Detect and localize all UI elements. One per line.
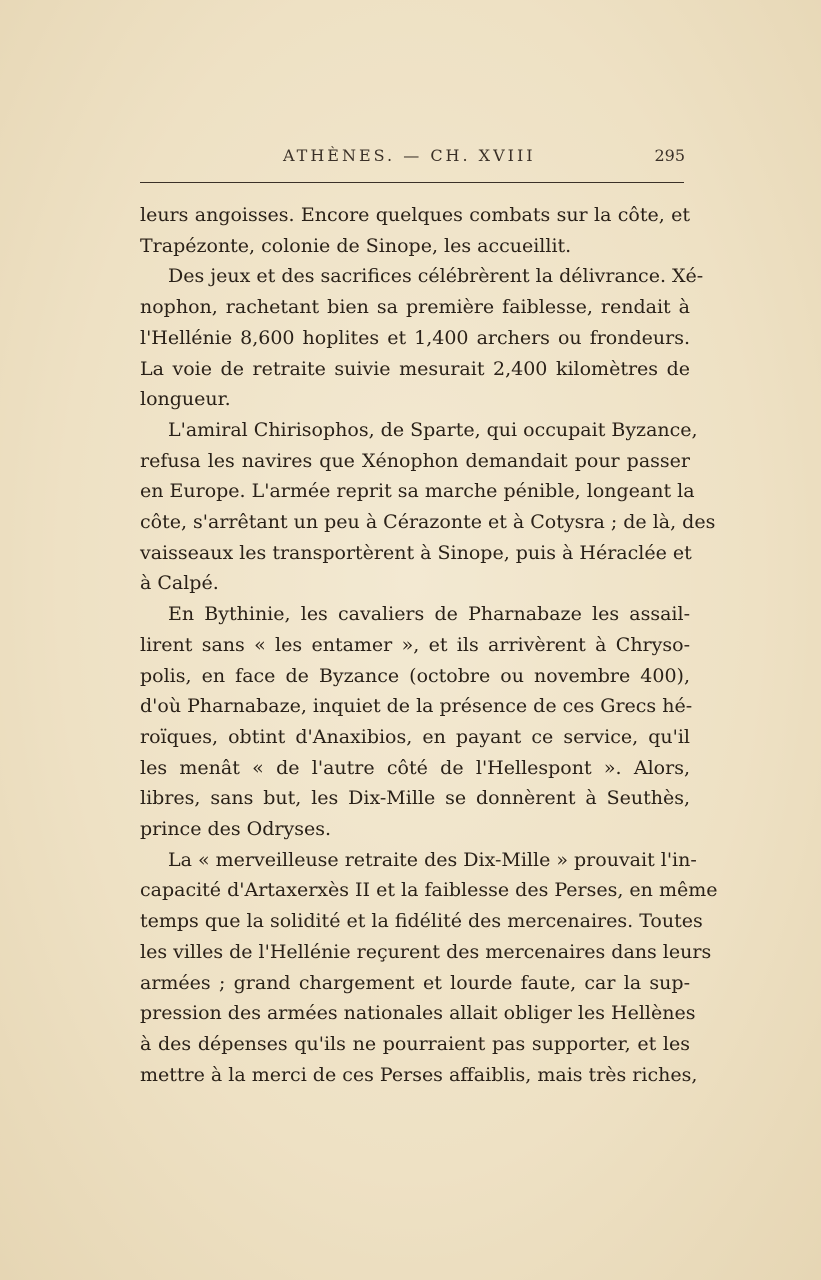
text-line: armées ; grand chargement et lourde faute, car la sup- <box>140 971 690 994</box>
text-line: longueur. <box>140 388 231 411</box>
text-line: refusa les navires que Xénophon demandait pour passer <box>140 449 690 472</box>
text-line: En Bythinie, les cavaliers de Pharnabaze les assail- <box>168 603 690 626</box>
text-line: Trapézonte, colonie de Sinope, les accueillit. <box>140 234 572 257</box>
text-line: mettre à la merci de ces Perses affaiblis, mais très riches, <box>140 1063 698 1086</box>
text-line: les menât « de l'autre côté de l'Hellespont ». Alors, <box>140 756 690 779</box>
text-line: L'amiral Chirisophos, de Sparte, qui occupait Byzance, <box>168 418 698 441</box>
text-line: La voie de retraite suivie mesurait 2,400 kilomètres de <box>140 357 690 380</box>
text-line: La « merveilleuse retraite des Dix-Mille » prouvait l'in- <box>168 848 697 871</box>
text-line: l'Hellénie 8,600 hoplites et 1,400 archers ou frondeurs. <box>140 326 690 349</box>
text-line: libres, sans but, les Dix-Mille se donnèrent à Seuthès, <box>140 787 690 810</box>
text-line: temps que la solidité et la fidélité des mercenaires. Toutes <box>140 910 703 933</box>
text-line: à des dépenses qu'ils ne pourraient pas supporter, et les <box>140 1032 690 1055</box>
text-line: côte, s'arrêtant un peu à Cérazonte et à Cotysra ; de là, des <box>140 511 716 534</box>
text-line: nophon, rachetant bien sa première faiblesse, rendait à <box>140 296 690 319</box>
text-line: roïques, obtint d'Anaxibios, en payant ce service, qu'il <box>140 725 690 748</box>
text-line: pression des armées nationales allait obliger les Hellènes <box>140 1002 696 1025</box>
running-title: ATHÈNES. — CH. XVIII <box>283 146 536 165</box>
text-line: les villes de l'Hellénie reçurent des mercenaires dans leurs <box>140 940 712 963</box>
text-line: capacité d'Artaxerxès II et la faiblesse des Perses, en même <box>140 879 718 902</box>
text-line: lirent sans « les entamer », et ils arrivèrent à Chryso- <box>140 633 690 656</box>
body-text <box>140 200 718 1090</box>
page-number: 295 <box>654 146 685 165</box>
text-line: polis, en face de Byzance (octobre ou novembre 400), <box>140 664 690 687</box>
text-line: vaisseaux les transportèrent à Sinope, puis à Héraclée et <box>140 541 692 564</box>
text-line: Des jeux et des sacrifices célébrèrent la délivrance. Xé- <box>168 265 704 288</box>
text-line: à Calpé. <box>140 572 219 595</box>
text-line: leurs angoisses. Encore quelques combats sur la côte, et <box>140 204 690 226</box>
text-line: d'où Pharnabaze, inquiet de la présence de ces Grecs hé- <box>140 695 693 718</box>
page-header <box>140 146 685 170</box>
text-line: en Europe. L'armée reprit sa marche pénible, longeant la <box>140 480 695 503</box>
header-rule <box>140 182 684 183</box>
text-line: prince des Odryses. <box>140 818 332 841</box>
